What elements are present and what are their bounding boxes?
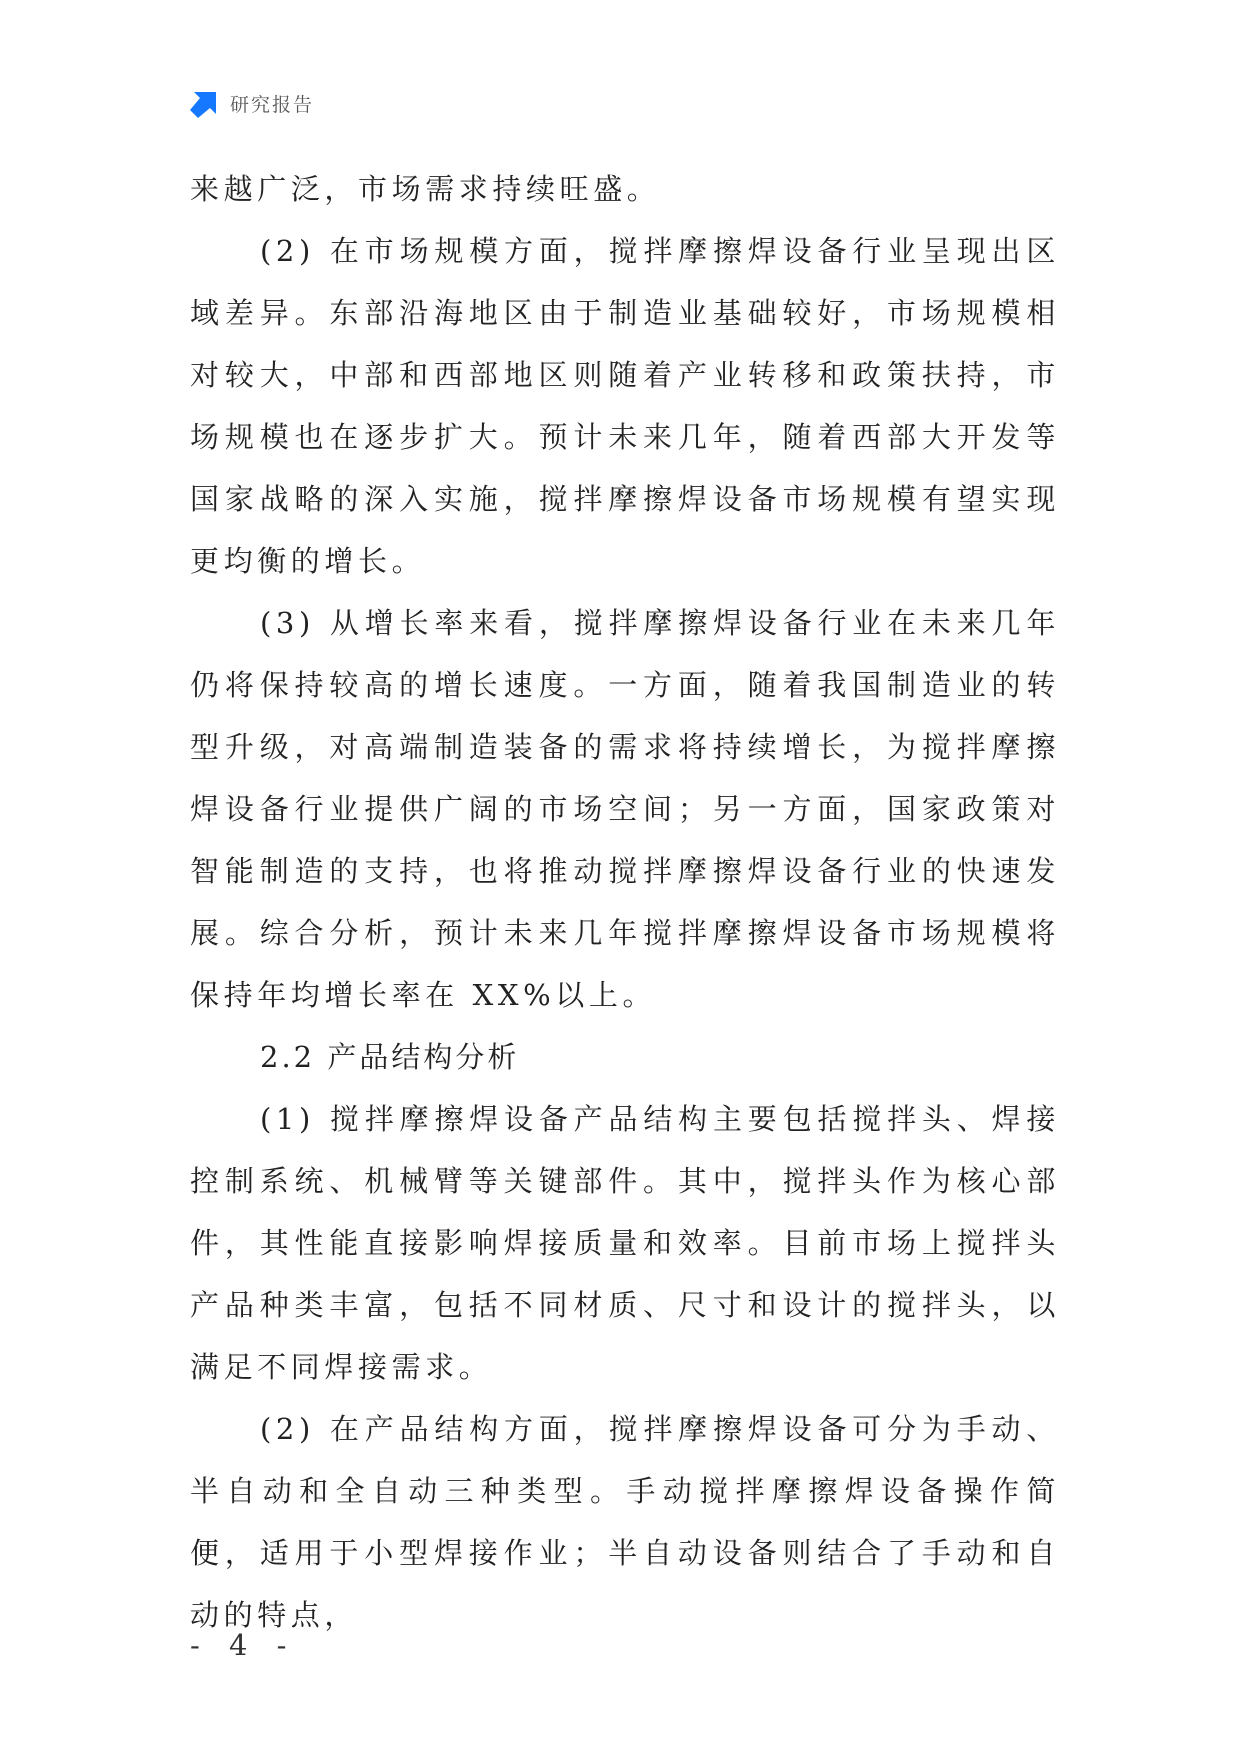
document-body	[190, 158, 1060, 1646]
arrow-up-right-icon	[190, 88, 220, 118]
page-number: - 4 -	[190, 1628, 297, 1662]
paragraph-market-scale: (2) 在市场规模方面，搅拌摩擦焊设备行业呈现出区域差异。东部沿海地区由于制造业基础较好，市场规模相对较大，中部和西部地区则随着产业转移和政策扶持，市场规模也在逐步扩大。预计未来几年，随着西部大开发等国家战略的深入实施，搅拌摩擦焊设备市场规模有望实现更均衡的增长。	[190, 234, 1060, 578]
paragraph-product-components: (1) 搅拌摩擦焊设备产品结构主要包括搅拌头、焊接控制系统、机械臂等关键部件。其中，搅拌头作为核心部件，其性能直接影响焊接质量和效率。目前市场上搅拌头产品种类丰富，包括不同材质、尺寸和设计的搅拌头，以满足不同焊接需求。	[190, 1102, 1060, 1384]
section-heading: 2.2 产品结构分析	[260, 1040, 520, 1074]
paragraph-growth-rate: (3) 从增长率来看，搅拌摩擦焊设备行业在未来几年仍将保持较高的增长速度。一方面，随着我国制造业的转型升级，对高端制造装备的需求将持续增长，为搅拌摩擦焊设备行业提供广阔的市场空间；另一方面，国家政策对智能制造的支持，也将推动搅拌摩擦焊设备行业的快速发展。综合分析，预计未来几年搅拌摩擦焊设备市场规模将保持年均增长率在 XX%以上。	[190, 606, 1060, 1012]
header-title: 研究报告	[230, 93, 315, 116]
page-header	[190, 88, 314, 118]
paragraph-continuation: 来越广泛，市场需求持续旺盛。	[190, 172, 661, 206]
paragraph-product-types: (2) 在产品结构方面，搅拌摩擦焊设备可分为手动、半自动和全自动三种类型。手动搅拌摩擦焊设备操作简便，适用于小型焊接作业；半自动设备则结合了手动和自动的特点，	[190, 1412, 1060, 1632]
